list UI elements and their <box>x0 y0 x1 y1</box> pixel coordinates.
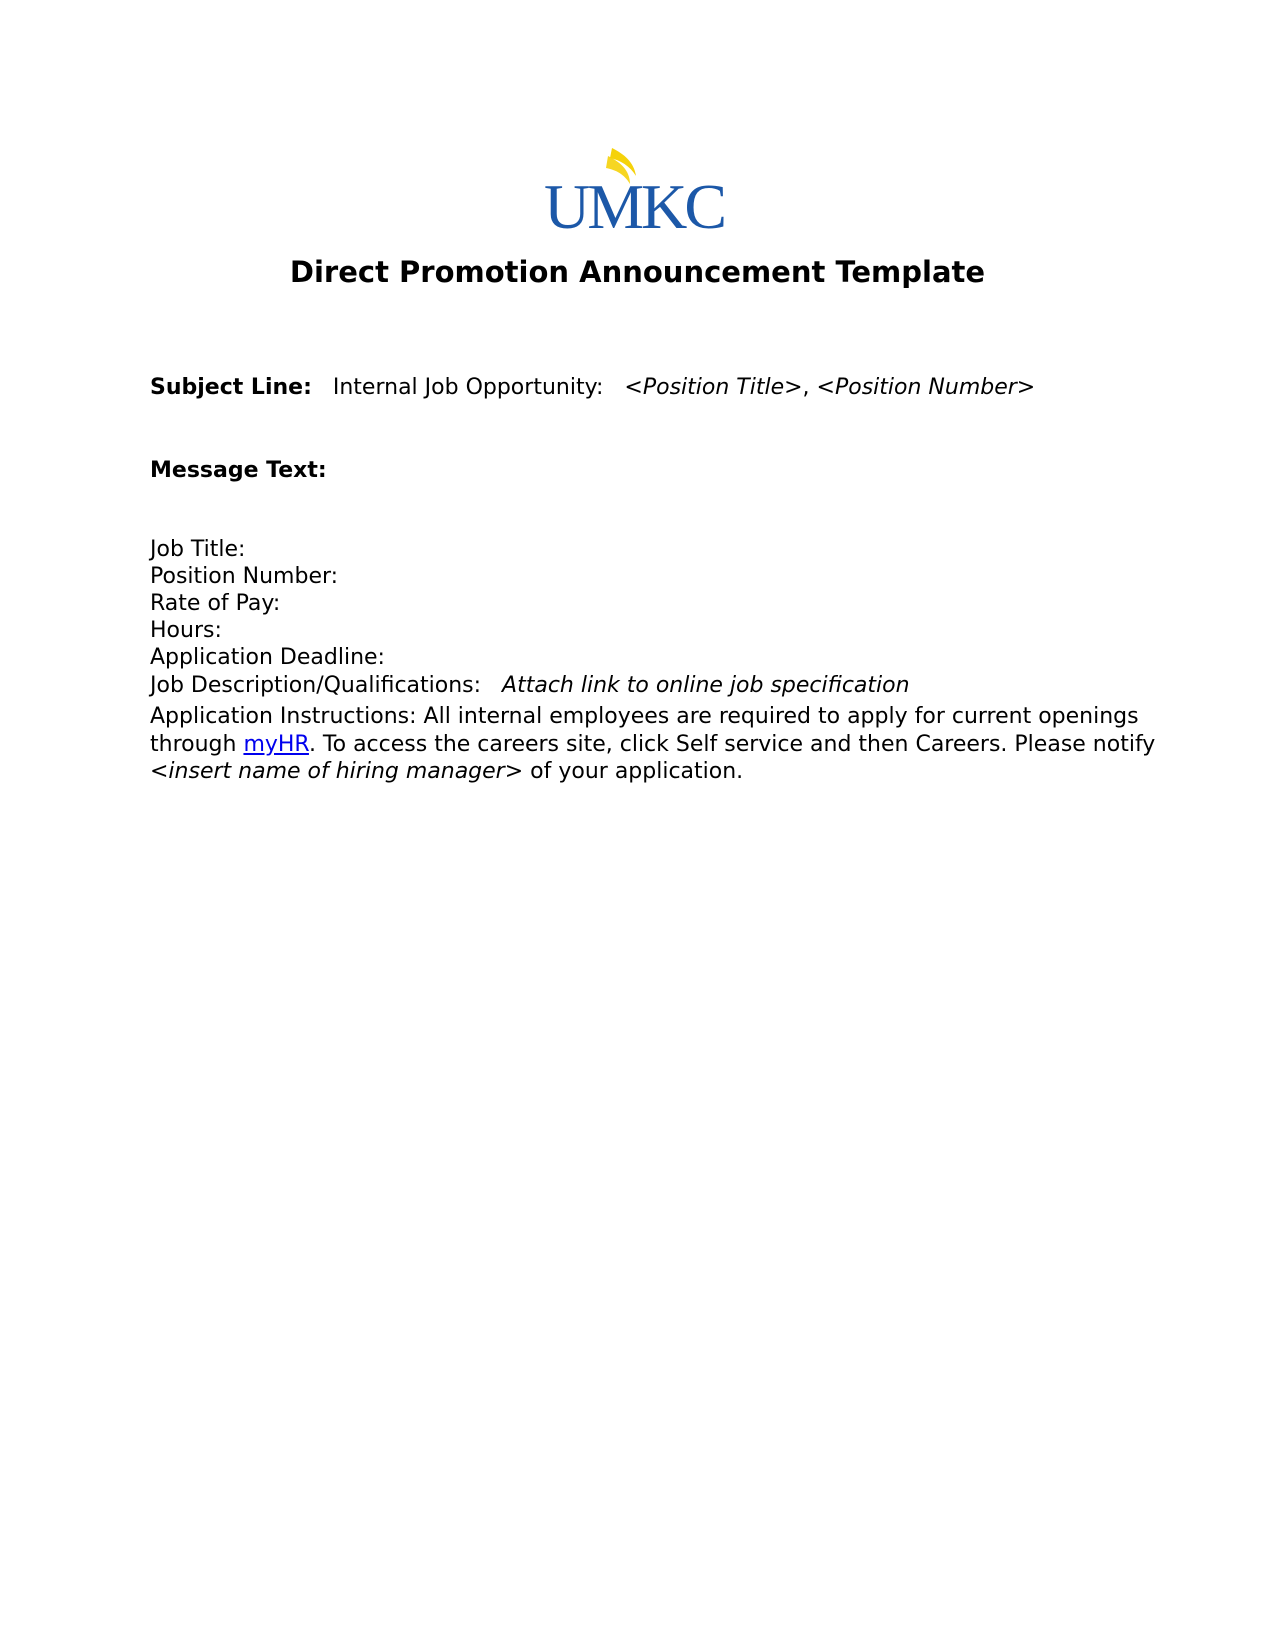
subject-position-number: <Position Number> <box>816 375 1036 400</box>
application-instructions <box>150 703 1156 786</box>
subject-label: Subject Line: <box>150 375 312 400</box>
subject-separator: , <box>802 375 810 400</box>
field-position-number: Position Number: <box>150 564 339 589</box>
hiring-manager-placeholder: <insert name of hiring manager> <box>150 759 524 784</box>
umkc-logo <box>538 142 733 238</box>
message-label: Message Text: <box>150 458 327 483</box>
instructions-careers: . To access the careers site, click Self service and then Careers. Please notify <box>308 731 1156 757</box>
instructions-closing: of your application. <box>523 759 744 784</box>
subject-line <box>150 374 1035 401</box>
myhr-link[interactable]: myHR <box>243 731 309 757</box>
logo-wordmark: UMKC <box>543 171 725 238</box>
job-description-value: Attach link to online job specification <box>502 673 910 698</box>
field-job-description <box>150 672 910 699</box>
field-job-title: Job Title: <box>150 537 246 562</box>
instructions-line-3 <box>150 758 1100 786</box>
job-description-label: Job Description/Qualifications: <box>150 673 482 698</box>
subject-text: Internal Job Opportunity: <box>332 375 604 400</box>
field-hours: Hours: <box>150 618 222 643</box>
instructions-through: through <box>150 731 244 757</box>
subject-position-title: <Position Title> <box>624 375 803 400</box>
field-application-deadline: Application Deadline: <box>150 645 385 670</box>
field-rate-of-pay: Rate of Pay: <box>150 591 281 616</box>
instructions-line-1: Application Instructions: All internal employees are required to apply for current openings <box>150 704 1139 729</box>
instructions-line-2 <box>150 731 1156 759</box>
page-title: Direct Promotion Announcement Template <box>289 255 986 289</box>
